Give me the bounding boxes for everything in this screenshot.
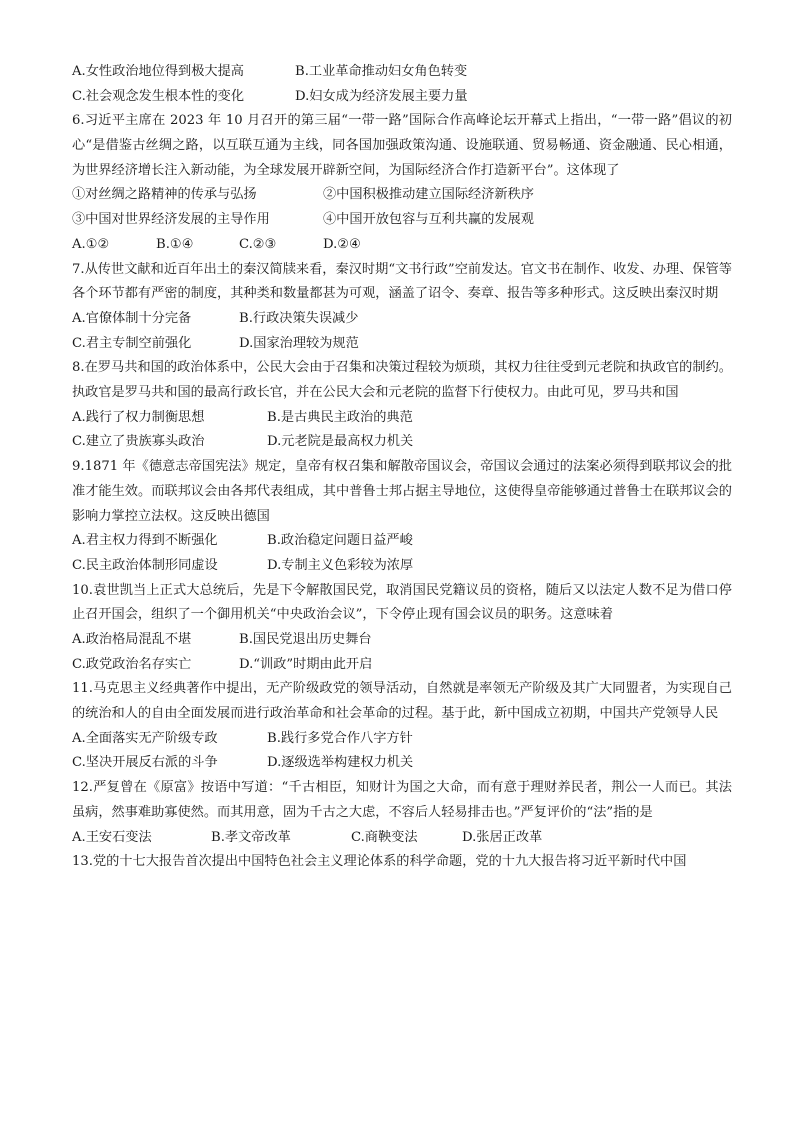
q11-option-a[interactable]: A.全面落实无产阶级专政 bbox=[72, 730, 218, 746]
q6-item-4: ④中国开放包容与互利共赢的发展观 bbox=[323, 212, 534, 228]
q8-option-d[interactable]: D.元老院是最高权力机关 bbox=[267, 434, 414, 450]
q12-option-b[interactable]: B.孝文帝改革 bbox=[211, 829, 291, 845]
q11-options-row-2 bbox=[72, 751, 732, 776]
q7-option-b[interactable]: B.行政决策失误减少 bbox=[239, 310, 359, 326]
q9-option-b[interactable]: B.政治稳定问题日益严峻 bbox=[267, 533, 413, 549]
q6-item-2: ②中国积极推动建立国际经济新秩序 bbox=[323, 187, 534, 203]
q6-option-c[interactable]: C.②③ bbox=[239, 236, 277, 252]
q5-option-b[interactable]: B.工业革命推动妇女角色转变 bbox=[295, 64, 468, 79]
q8-options-row-2 bbox=[72, 430, 732, 455]
q6-option-a[interactable]: A.①② bbox=[72, 236, 110, 252]
q7-option-a[interactable]: A.官僚体制十分完备 bbox=[72, 310, 192, 326]
q11-option-b[interactable]: B.践行多党合作八字方针 bbox=[267, 730, 413, 746]
q11-option-d[interactable]: D.逐级选举构建权力机关 bbox=[267, 755, 414, 771]
q9-option-c[interactable]: C.民主政治体制形同虚设 bbox=[72, 557, 218, 573]
q6-item-1: ①对丝绸之路精神的传承与弘扬 bbox=[72, 187, 257, 203]
q13-stem: 13.党的十七大报告首次提出中国特色社会主义理论体系的科学命题，党的十九大报告将习近平新时代中国 bbox=[72, 854, 687, 870]
q9-options-row-2 bbox=[72, 554, 732, 579]
q9-option-d[interactable]: D.专制主义色彩较为浓厚 bbox=[267, 557, 414, 573]
q5-option-d[interactable]: D.妇女成为经济发展主要力量 bbox=[295, 88, 468, 104]
q12-option-d[interactable]: D.张居正改革 bbox=[462, 829, 543, 845]
q8-option-a[interactable]: A.践行了权力制衡思想 bbox=[72, 409, 205, 425]
q10-options-row-2 bbox=[72, 653, 732, 678]
q8-option-b[interactable]: B.是古典民主政治的典范 bbox=[267, 409, 413, 425]
q10-option-d[interactable]: D.“训政”时期由此开启 bbox=[239, 656, 373, 672]
q7-option-d[interactable]: D.国家治理较为规范 bbox=[239, 335, 359, 351]
q11-stem: 11.马克思主义经典著作中提出，无产阶级政党的领导活动，自然就是率领无产阶级及其广大同盟者，为实现自己的统治和人的自由全面发展而进行政治革命和社会革命的过程。基于此，新中国成立初期，中国共产党领导人民 bbox=[72, 681, 732, 722]
q6-stem: 6.习近平主席在 2023 年 10 月召开的第三届“一带一路”国际合作高峰论坛开幕式上指出，“一带一路”倡议的初心“是借鉴古丝绸之路，以互联互通为主线，同各国加强政策沟通、设施联通、贸易畅通、资金融通、民心相通，为世界经济增长注入新动能，为全球发展开辟新空间，为国际经济合作打造新平台”。这体现了 bbox=[72, 113, 732, 178]
q10-option-b[interactable]: B.国民党退出历史舞台 bbox=[239, 632, 372, 647]
q11-option-c[interactable]: C.坚决开展反右派的斗争 bbox=[72, 755, 218, 771]
q8-stem: 8.在罗马共和国的政治体系中，公民大会由于召集和决策过程较为烦琐，其权力往往受到元老院和执政官的制约。执政官是罗马共和国的最高行政长官，并在公民大会和元老院的监督下行使权力。由此可见，罗马共和国 bbox=[72, 360, 732, 401]
q8-option-c[interactable]: C.建立了贵族寡头政治 bbox=[72, 434, 205, 450]
q7-option-c[interactable]: C.君主专制空前强化 bbox=[72, 335, 192, 351]
q10-options-row-1 bbox=[72, 628, 732, 653]
q7-options-row-2 bbox=[72, 332, 732, 357]
q11-options-row-1 bbox=[72, 727, 732, 752]
q6-option-b[interactable]: B.①④ bbox=[156, 236, 194, 252]
q10-stem: 10.袁世凯当上正式大总统后，先是下令解散国民党，取消国民党籍议员的资格，随后又以法定人数不足为借口停止召开国会，组织了一个御用机关“中央政治会议”，下令停止现有国会议员的职务。这意味着 bbox=[72, 582, 732, 623]
q6-items-row-2 bbox=[72, 208, 732, 233]
q6-option-d[interactable]: D.②④ bbox=[323, 236, 361, 252]
q5-options-row-2 bbox=[72, 85, 732, 110]
q7-options-row-1 bbox=[72, 307, 732, 332]
q6-options-row bbox=[72, 233, 732, 258]
q10-option-c[interactable]: C.政党政治名存实亡 bbox=[72, 656, 192, 672]
q9-option-a[interactable]: A.君主权力得到不断强化 bbox=[72, 533, 218, 549]
exam-page bbox=[72, 60, 732, 875]
q6-items-row-1 bbox=[72, 183, 732, 208]
q10-option-a[interactable]: A.政治格局混乱不堪 bbox=[72, 632, 192, 647]
q6-item-3: ③中国对世界经济发展的主导作用 bbox=[72, 212, 270, 228]
q5-option-a[interactable]: A.女性政治地位得到极大提高 bbox=[72, 64, 244, 79]
q12-option-a[interactable]: A.王安石变法 bbox=[72, 829, 152, 845]
q12-options-row bbox=[72, 826, 732, 851]
q7-stem: 7.从传世文献和近百年出土的秦汉简牍来看，秦汉时期“文书行政”空前发达。官文书在制作、收发、办理、保管等各个环节都有严密的制度，其种类和数量都甚为可观，涵盖了诏令、奏章、报告等多种形式。这反映出秦汉时期 bbox=[72, 261, 732, 302]
q5-options-row-1 bbox=[72, 60, 732, 85]
q8-options-row-1 bbox=[72, 406, 732, 431]
q9-stem: 9.1871 年《德意志帝国宪法》规定，皇帝有权召集和解散帝国议会，帝国议会通过的法案必须得到联邦议会的批准才能生效。而联邦议会由各邦代表组成，其中普鲁士邦占据主导地位，这使得皇帝能够通过普鲁士在联邦议会的影响力掌控立法权。这反映出德国 bbox=[72, 459, 732, 524]
q5-option-c[interactable]: C.社会观念发生根本性的变化 bbox=[72, 88, 245, 104]
q12-stem: 12.严复曾在《原富》按语中写道：“千古相臣，知财计为国之大命，而有意于理财养民者，荆公一人而已。其法虽病，然事难助寡使然。而其用意，固为千古之大虑，不容后人轻易排击也。”严复评价的“法”指的是 bbox=[72, 780, 732, 820]
q12-option-c[interactable]: C.商鞅变法 bbox=[351, 829, 418, 845]
q9-options-row-1 bbox=[72, 529, 732, 554]
